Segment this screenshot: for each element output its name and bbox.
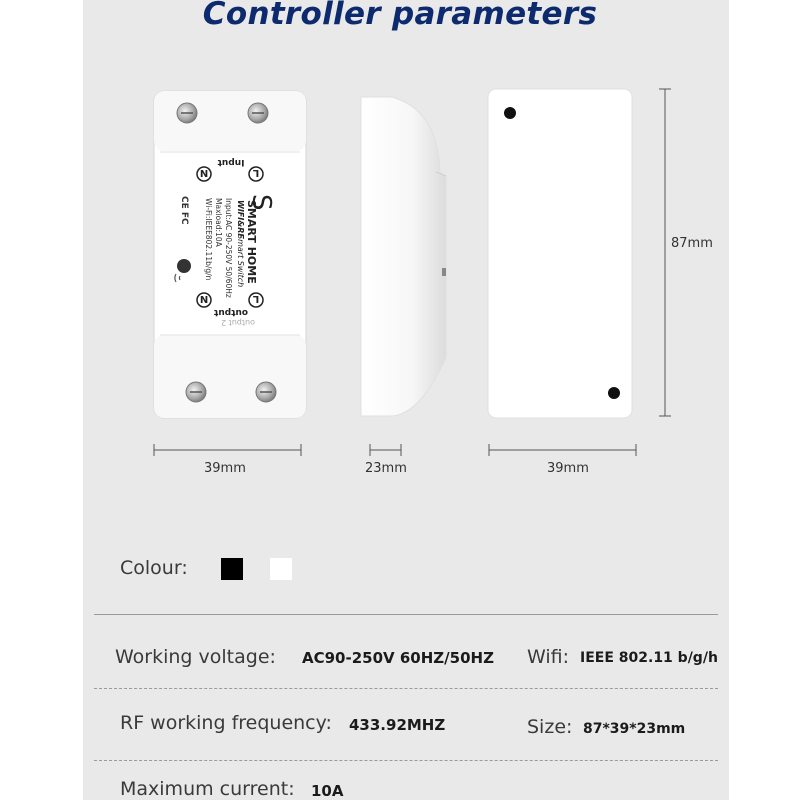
cert-marks: CE FC [179, 196, 189, 225]
pairing-button-icon [177, 259, 191, 273]
model-tag: WIFI&RF [236, 200, 245, 239]
height-label: 87mm [671, 236, 713, 251]
mounting-hole-icon [608, 387, 620, 399]
size-label: Size: [527, 716, 573, 738]
front-width-label: 39mm [204, 461, 246, 476]
output-ghost-label: output 2 [220, 318, 256, 327]
screw-icon [177, 103, 197, 123]
working-voltage-value: AC90-250V 60HZ/50HZ [302, 649, 494, 667]
max-current-value: 10A [311, 782, 344, 800]
page-title: Controller parameters [202, 0, 598, 32]
device-side-view [361, 97, 446, 416]
size-value: 87*39*23mm [583, 721, 686, 737]
spec-wifi: Wi-Fi:IEEE802.11b/g/n [204, 198, 213, 281]
working-voltage-label: Working voltage: [115, 646, 276, 668]
terminal-n-label: N [199, 167, 209, 178]
brand-label: SMART HOME [245, 200, 258, 284]
colour-swatch-white [270, 558, 292, 580]
divider [94, 760, 718, 761]
rf-frequency-value: 433.92MHZ [349, 716, 446, 734]
device-back-view [488, 89, 632, 418]
wifi-value: IEEE 802.11 b/g/h [580, 650, 718, 666]
colour-label: Colour: [120, 557, 188, 579]
divider [94, 688, 718, 689]
output-label: output [213, 307, 249, 317]
colour-swatch-black [221, 558, 243, 580]
screw-icon [186, 382, 206, 402]
mounting-hole-icon [504, 107, 516, 119]
screw-icon [256, 382, 276, 402]
terminal-l-label: L [252, 293, 260, 304]
terminal-n-label: N [199, 293, 209, 304]
screw-icon [248, 103, 268, 123]
rf-frequency-label: RF working frequency: [120, 712, 332, 734]
device-front-view [154, 91, 306, 418]
max-current-label: Maximum current: [120, 778, 295, 800]
divider [94, 614, 718, 615]
model-sub: Smart Switch [236, 234, 245, 288]
spec-load: Maxload:10A [214, 198, 223, 247]
smart-home-logo-icon [246, 194, 276, 211]
back-width-label: 39mm [547, 461, 589, 476]
spec-input: Input:AC 90-250V 50/60Hz [224, 198, 233, 298]
terminal-l-label: L [252, 167, 260, 178]
svg-text:S: S [246, 194, 276, 211]
side-depth-label: 23mm [365, 461, 407, 476]
input-label: Input [217, 157, 245, 167]
wifi-label: Wifi: [527, 646, 570, 668]
